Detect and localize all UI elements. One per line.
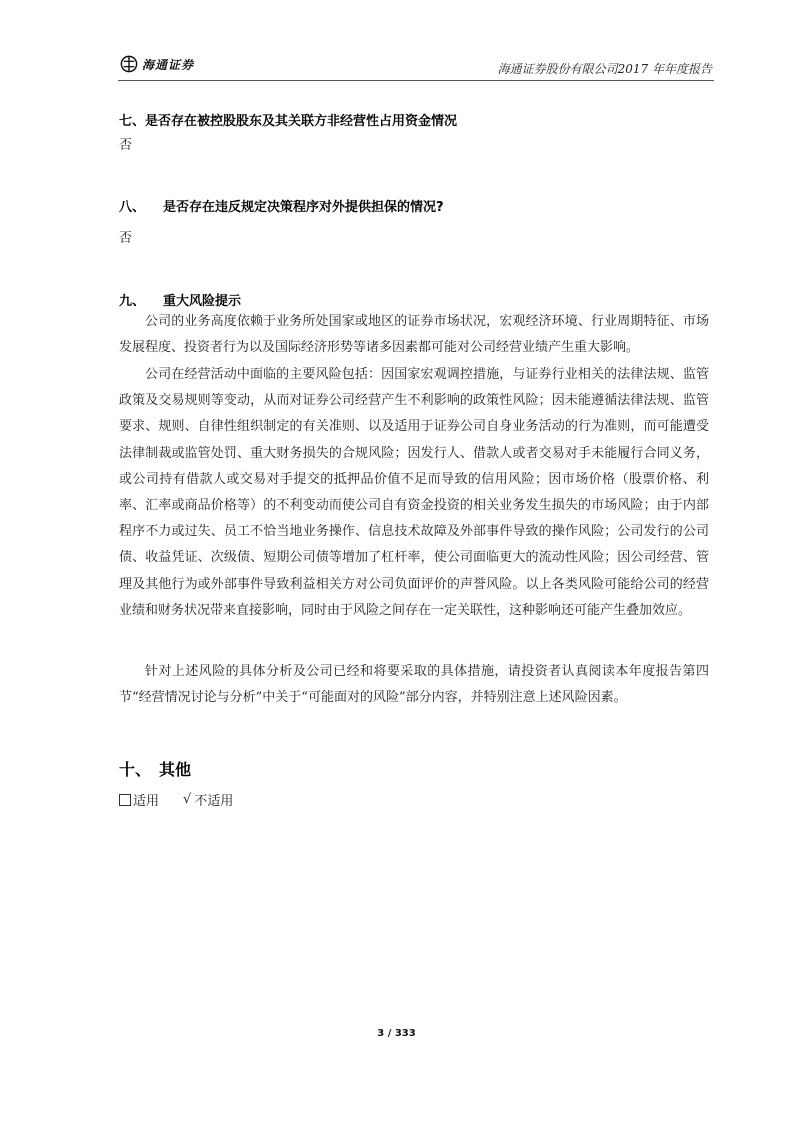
- risk-paragraph-3: 针对上述风险的具体分析及公司已经和将要采取的具体措施，请投资者认真阅读本年度报告第四节“经营情况讨论与分析”中关于“可能面对的风险”部分内容，并特别注意上述风险因素。: [119, 664, 709, 706]
- section-7-title: 七、是否存在被控股股东及其关联方非经营性占用资金情况: [119, 114, 458, 129]
- section-8-answer: 否: [119, 231, 133, 246]
- section-9-title: [119, 290, 241, 309]
- document-title: 海通证券股份有限公司2017 年年度报告: [497, 62, 712, 76]
- checkmark-icon: √: [183, 792, 192, 807]
- section-10-title: [119, 757, 191, 780]
- risk-paragraph-2: 公司在经营活动中面临的主要风险包括：因国家宏观调控措施，与证券行业相关的法律法规、监管政策及交易规则等变动，从而对证券公司经营产生不利影响的政策性风险；因未能遵循法律法规、监管要求、规则、自律性组织制定的有关准则、以及适用于证券公司自身业务活动的行为准则，而可能遭受法律制裁或监管处罚、重大财务损失的合规风险；因发行人、借款人或者交易对手未能履行合同义务，或公司持有借款人或交易对手提交的抵押品价值不足而导致的信用风险；因市场价格（股票价格、利率、汇率或商品价格等）的不利变动而使公司自有资金投资的相关业务发生损失的市场风险；由于内部程序不力或过失、员工不恰当地业务操作、信息技术故障及外部事件导致的操作风险；公司发行的公司债、收益凭证、次级债、短期公司债等增加了杠杆率，使公司面临更大的流动性风险；因公司经营、管理及其他行为或外部事件导致利益相关方对公司负面评价的声誉风险。以上各类风险可能给公司的经营业绩和财务状况带来直接影响，同时由于风险之间存在一定关联性，这种影响还可能产生叠加效应。: [119, 367, 709, 618]
- option-applicable: [119, 790, 159, 809]
- section-10-heading: 其他: [159, 760, 192, 779]
- checkbox-empty-icon: [119, 794, 131, 806]
- section-8-heading: 是否存在违反规定决策程序对外提供担保的情况?: [163, 200, 444, 215]
- section-10-number: 十、: [119, 760, 152, 779]
- section-8-number: 八、: [119, 200, 146, 215]
- section-9-heading: 重大风险提示: [163, 294, 242, 309]
- option-not-applicable: [183, 790, 233, 809]
- option-applicable-label: 适用: [133, 794, 160, 809]
- section-10-options: [119, 790, 257, 809]
- risk-paragraph-1: 公司的业务高度依赖于业务所处国家或地区的证券市场状况，宏观经济环境、行业周期特征、市场发展程度、投资者行为以及国际经济形势等诸多因素都可能对公司经营业绩产生重大影响。: [119, 314, 709, 356]
- option-not-applicable-label: 不适用: [194, 794, 234, 809]
- section-7-answer: 否: [119, 138, 133, 153]
- page-header: [118, 52, 714, 81]
- logo-text: 海通证券: [142, 57, 195, 72]
- section-8-title: [119, 196, 444, 215]
- section-9-number: 九、: [119, 294, 146, 309]
- page-number: 3 / 333: [377, 1028, 416, 1039]
- haitong-logo-icon: [120, 55, 138, 73]
- company-logo: [120, 54, 194, 74]
